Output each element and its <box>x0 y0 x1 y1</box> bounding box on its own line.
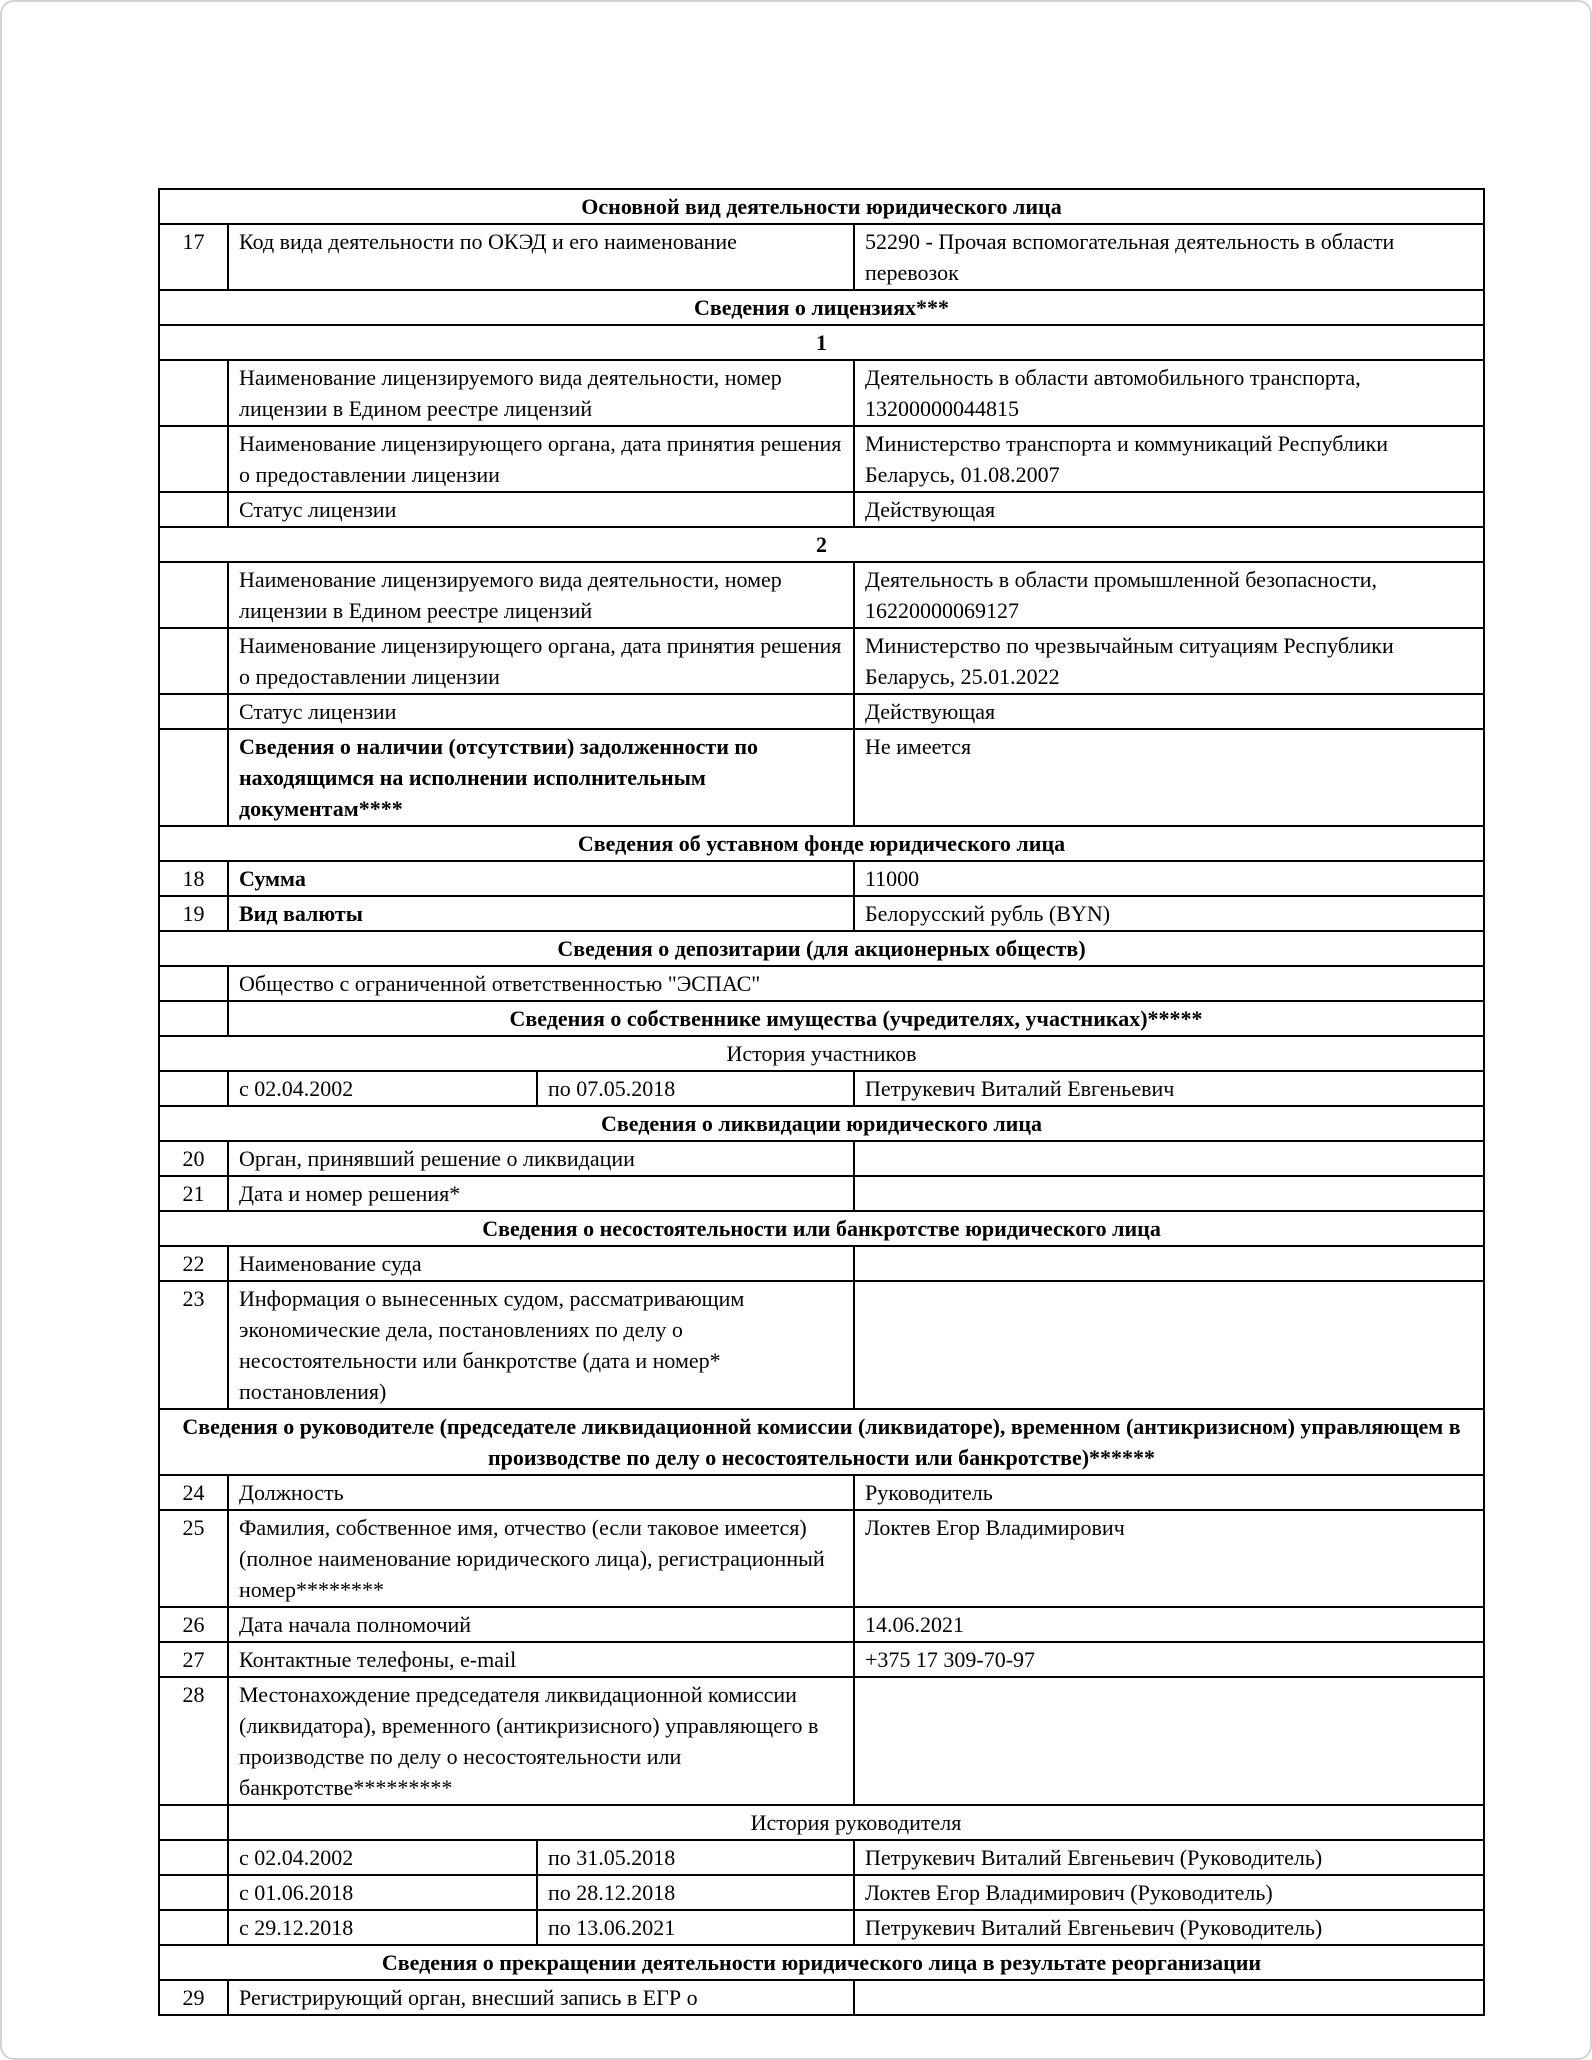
section-header-cell: Сведения о ликвидации юридического лица <box>159 1106 1484 1141</box>
counter-row <box>159 325 1484 360</box>
section-row <box>159 931 1484 966</box>
history-row <box>159 1840 1484 1875</box>
section-header-cell: Сведения о прекращении деятельности юридического лица в результате реорганизации <box>159 1945 1484 1980</box>
num-row <box>159 1677 1484 1805</box>
field-value-cell: 11000 <box>854 861 1484 896</box>
field-value-cell <box>854 1677 1484 1805</box>
plain-row <box>159 360 1484 426</box>
field-value-cell: Не имеется <box>854 729 1484 826</box>
history-to-cell: по 07.05.2018 <box>537 1071 854 1106</box>
row-number-cell: 28 <box>159 1677 228 1805</box>
field-label-cell: Сумма <box>228 861 854 896</box>
field-value-cell: Белорусский рубль (BYN) <box>854 896 1484 931</box>
field-label-cell: Орган, принявший решение о ликвидации <box>228 1141 854 1176</box>
depositary-name-cell: Общество с ограниченной ответственностью "ЭСПАС" <box>228 966 1484 1001</box>
field-label-cell: Местонахождение председателя ликвидационной комиссии (ликвидатора), временного (антикризисного) управляющего в производстве по делу о несостоятельности или банкротстве********* <box>228 1677 854 1805</box>
row-number-cell: 27 <box>159 1642 228 1677</box>
egr-extract-table <box>158 188 1485 2016</box>
section-header-cell: Сведения об уставном фонде юридического лица <box>159 826 1484 861</box>
row-number-cell <box>159 729 228 826</box>
subheader-indent-row <box>159 1805 1484 1840</box>
field-label-cell: Фамилия, собственное имя, отчество (если таковое имеется) (полное наименование юридического лица), регистрационный номер******** <box>228 1510 854 1607</box>
field-label-cell: Статус лицензии <box>228 694 854 729</box>
plain-row <box>159 562 1484 628</box>
section-header-cell: Сведения о руководителе (председателе ликвидационной комиссии (ликвидаторе), временном (антикризисном) управляющем в производстве по делу о несостоятельности или банкротстве)****** <box>159 1409 1484 1475</box>
row-number-cell <box>159 694 228 729</box>
history-to-cell: по 13.06.2021 <box>537 1910 854 1945</box>
plain-row <box>159 694 1484 729</box>
field-label-cell: Дата начала полномочий <box>228 1607 854 1642</box>
num-row <box>159 224 1484 290</box>
license-counter-cell: 1 <box>159 325 1484 360</box>
row-number-cell <box>159 426 228 492</box>
row-number-cell <box>159 1071 228 1106</box>
history-from-cell: с 02.04.2002 <box>228 1071 537 1106</box>
row-number-cell: 20 <box>159 1141 228 1176</box>
row-number-cell: 26 <box>159 1607 228 1642</box>
num-row <box>159 1980 1484 2015</box>
field-value-cell <box>854 1980 1484 2015</box>
history-from-cell: с 29.12.2018 <box>228 1910 537 1945</box>
field-value-cell: Деятельность в области промышленной безопасности, 16220000069127 <box>854 562 1484 628</box>
row-number-cell: 18 <box>159 861 228 896</box>
section-row <box>159 189 1484 224</box>
row-number-cell: 24 <box>159 1475 228 1510</box>
field-label-cell: Наименование лицензирующего органа, дата принятия решения о предоставлении лицензии <box>228 426 854 492</box>
field-value-cell: Деятельность в области автомобильного транспорта, 13200000044815 <box>854 360 1484 426</box>
num-row <box>159 861 1484 896</box>
row-number-cell <box>159 562 228 628</box>
history-subheader-cell: История руководителя <box>228 1805 1484 1840</box>
row-number-cell: 21 <box>159 1176 228 1211</box>
section-indent-row <box>159 1001 1484 1036</box>
row-number-cell <box>159 1805 228 1840</box>
history-row <box>159 1910 1484 1945</box>
field-value-cell <box>854 1141 1484 1176</box>
plain-row <box>159 492 1484 527</box>
section-header-cell: Сведения о несостоятельности или банкротстве юридического лица <box>159 1211 1484 1246</box>
field-label-cell: Наименование лицензирующего органа, дата принятия решения о предоставлении лицензии <box>228 628 854 694</box>
field-label-cell: Наименование лицензируемого вида деятельности, номер лицензии в Едином реестре лицензий <box>228 360 854 426</box>
row-number-cell <box>159 628 228 694</box>
field-value-cell: Министерство транспорта и коммуникаций Республики Беларусь, 01.08.2007 <box>854 426 1484 492</box>
history-from-cell: с 02.04.2002 <box>228 1840 537 1875</box>
plain-row <box>159 426 1484 492</box>
field-label-cell: Статус лицензии <box>228 492 854 527</box>
field-label-cell: Наименование суда <box>228 1246 854 1281</box>
section-row <box>159 1409 1484 1475</box>
history-name-cell: Петрукевич Виталий Евгеньевич (Руководитель) <box>854 1910 1484 1945</box>
section-header-cell: Сведения о депозитарии (для акционерных обществ) <box>159 931 1484 966</box>
field-label-cell: Контактные телефоны, e-mail <box>228 1642 854 1677</box>
field-value-cell: Локтев Егор Владимирович <box>854 1510 1484 1607</box>
num-row <box>159 896 1484 931</box>
field-value-cell <box>854 1281 1484 1409</box>
row-number-cell <box>159 492 228 527</box>
field-value-cell: 52290 - Прочая вспомогательная деятельность в области перевозок <box>854 224 1484 290</box>
row-number-cell <box>159 1910 228 1945</box>
field-label-cell: Вид валюты <box>228 896 854 931</box>
row-number-cell <box>159 1875 228 1910</box>
field-value-cell <box>854 1176 1484 1211</box>
field-label-cell: Регистрирующий орган, внесший запись в ЕГР о <box>228 1980 854 2015</box>
plain-row <box>159 729 1484 826</box>
num-row <box>159 1141 1484 1176</box>
field-label-cell: Информация о вынесенных судом, рассматривающим экономические дела, постановлениях по делу о несостоятельности или банкротстве (дата и номер* постановления) <box>228 1281 854 1409</box>
num-row <box>159 1510 1484 1607</box>
history-from-cell: с 01.06.2018 <box>228 1875 537 1910</box>
row-number-cell: 25 <box>159 1510 228 1607</box>
field-value-cell: 14.06.2021 <box>854 1607 1484 1642</box>
num-row <box>159 1475 1484 1510</box>
counter-row <box>159 527 1484 562</box>
section-header-cell: Основной вид деятельности юридического лица <box>159 189 1484 224</box>
num-row <box>159 1642 1484 1677</box>
history-name-cell: Петрукевич Виталий Евгеньевич <box>854 1071 1484 1106</box>
span-row <box>159 966 1484 1001</box>
row-number-cell <box>159 1840 228 1875</box>
row-number-cell: 29 <box>159 1980 228 2015</box>
field-value-cell: Министерство по чрезвычайным ситуациям Республики Беларусь, 25.01.2022 <box>854 628 1484 694</box>
num-row <box>159 1246 1484 1281</box>
section-row <box>159 1945 1484 1980</box>
field-label-cell: Сведения о наличии (отсутствии) задолженности по находящимся на исполнении исполнительным документам**** <box>228 729 854 826</box>
field-label-cell: Код вида деятельности по ОКЭД и его наименование <box>228 224 854 290</box>
history-row <box>159 1071 1484 1106</box>
egr-table-body <box>159 189 1484 2015</box>
section-row <box>159 290 1484 325</box>
section-header-cell: Сведения о лицензиях*** <box>159 290 1484 325</box>
section-header-cell: Сведения о собственнике имущества (учредителях, участниках)***** <box>228 1001 1484 1036</box>
field-value-cell: Руководитель <box>854 1475 1484 1510</box>
field-label-cell: Должность <box>228 1475 854 1510</box>
field-value-cell: Действующая <box>854 694 1484 729</box>
field-value-cell <box>854 1246 1484 1281</box>
history-to-cell: по 28.12.2018 <box>537 1875 854 1910</box>
subheader-row <box>159 1036 1484 1071</box>
field-label-cell: Дата и номер решения* <box>228 1176 854 1211</box>
field-value-cell: +375 17 309-70-97 <box>854 1642 1484 1677</box>
row-number-cell: 22 <box>159 1246 228 1281</box>
row-number-cell: 19 <box>159 896 228 931</box>
section-row <box>159 1211 1484 1246</box>
license-counter-cell: 2 <box>159 527 1484 562</box>
field-value-cell: Действующая <box>854 492 1484 527</box>
history-row <box>159 1875 1484 1910</box>
num-row <box>159 1176 1484 1211</box>
row-number-cell <box>159 1001 228 1036</box>
field-label-cell: Наименование лицензируемого вида деятельности, номер лицензии в Едином реестре лицензий <box>228 562 854 628</box>
plain-row <box>159 628 1484 694</box>
num-row <box>159 1607 1484 1642</box>
history-name-cell: Локтев Егор Владимирович (Руководитель) <box>854 1875 1484 1910</box>
history-subheader-cell: История участников <box>159 1036 1484 1071</box>
history-to-cell: по 31.05.2018 <box>537 1840 854 1875</box>
row-number-cell: 17 <box>159 224 228 290</box>
num-row <box>159 1281 1484 1409</box>
row-number-cell <box>159 966 228 1001</box>
section-row <box>159 826 1484 861</box>
section-row <box>159 1106 1484 1141</box>
history-name-cell: Петрукевич Виталий Евгеньевич (Руководитель) <box>854 1840 1484 1875</box>
row-number-cell: 23 <box>159 1281 228 1409</box>
row-number-cell <box>159 360 228 426</box>
